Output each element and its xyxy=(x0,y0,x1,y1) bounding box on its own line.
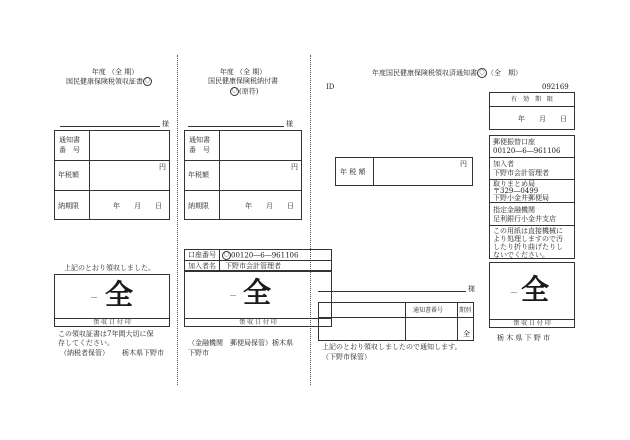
p3-member-value: 下野市会計管理者 xyxy=(493,169,549,177)
p3-stamp-zen: 全 xyxy=(521,273,550,306)
p1-city: 栃木県下野市 xyxy=(122,349,164,357)
p1-stamp-box xyxy=(54,274,170,327)
p3-name-line xyxy=(318,291,466,292)
p2-member-value: 下野市会計管理者 xyxy=(225,262,281,270)
p3-collect-value: 下野小金井郵便局 xyxy=(493,194,549,202)
p2-note-1: （金融機関 郵便局保管）栃木県 xyxy=(188,339,293,347)
p1-yen: 円 xyxy=(159,163,166,171)
p3-valid-label: 有 効 期 限 xyxy=(510,96,553,103)
p2-notice-no-label-a: 通知書 xyxy=(189,136,210,144)
p3-notice-no-label: 通知書番号 xyxy=(413,307,444,314)
p2-circle-mark: 〇 xyxy=(231,88,237,94)
p1-due-label: 納期限 xyxy=(58,202,79,210)
p1-stamp-dash: － xyxy=(90,293,98,302)
p2-stamp-label: 領 収 日 付 印 xyxy=(239,319,277,326)
p2-notice-no-label-b: 番 号 xyxy=(189,146,210,154)
p3-id-label: ID xyxy=(326,83,335,91)
p2-name-line xyxy=(188,126,284,127)
p2-due-label: 納期限 xyxy=(188,202,209,210)
p2-acct-value xyxy=(222,251,298,260)
p1-header-title xyxy=(66,77,152,86)
p3-valid-date: 年 月 日 xyxy=(518,115,567,123)
p3-period-label: 期別 xyxy=(459,307,472,314)
p2-header-year: 年度 （全 期） xyxy=(219,68,267,76)
p2-header-title: 国民健康保険税納付書 xyxy=(208,77,278,85)
p3-stamp-dash: － xyxy=(510,288,518,297)
p3-header xyxy=(372,68,522,78)
p1-note-keeper: （納税者保管） xyxy=(60,349,109,357)
p3-collect-zip: 〒329―0499 xyxy=(493,187,539,195)
p3-machine-4: ないでください。 xyxy=(493,251,549,259)
p2-info-table xyxy=(184,130,302,220)
p3-city: 栃 木 県 下 野 市 xyxy=(497,334,551,342)
p2-yen: 円 xyxy=(291,163,298,171)
p3-validity-box xyxy=(489,92,575,130)
p2-header-orig xyxy=(230,87,258,96)
p1-sama: 様 xyxy=(162,120,169,128)
p2-stamp-dash: － xyxy=(229,291,237,300)
p3-code: 092169 xyxy=(542,83,569,91)
p2-note-2: 下野市 xyxy=(188,349,209,357)
p1-name-line xyxy=(60,126,160,127)
p3-bank-label: 指定金融機関 xyxy=(493,206,535,214)
p3-sama: 様 xyxy=(468,285,475,293)
p2-stamp-zen: 全 xyxy=(243,276,272,309)
p2-acct-circle: 〇 xyxy=(223,252,229,258)
p3-zen: 全 xyxy=(463,330,470,338)
p3-notice-table xyxy=(318,302,474,341)
p1-stamp-label: 領 収 日 付 印 xyxy=(93,319,131,326)
p3-collect-label: 取りまとめ局 xyxy=(493,180,535,188)
p2-acct-number: 00120―6―961106 xyxy=(231,251,299,260)
p2-stamp-box xyxy=(184,271,332,327)
p3-member-label: 加入者 xyxy=(493,160,514,168)
p3-bank-value: 足利銀行小金井支店 xyxy=(493,215,556,223)
p1-header-year: 年度 （全 期） xyxy=(91,68,139,76)
p2-annual-tax-label: 年税額 xyxy=(188,171,209,179)
p1-note-1: この領収証書は7年間大切に保 xyxy=(58,330,154,338)
p3-keeper: （下野市保管） xyxy=(322,353,371,361)
perforation-1 xyxy=(177,55,178,385)
p1-stamp-zen: 全 xyxy=(105,278,134,311)
p3-header-end: （全 期） xyxy=(487,69,522,77)
p2-member-label: 加入者名 xyxy=(188,262,216,270)
p1-info-table xyxy=(54,130,170,220)
p3-furikae-label: 郵便振替口座 xyxy=(493,138,535,146)
p3-info-column xyxy=(489,135,575,259)
p3-machine-2: より処理しますので汚 xyxy=(493,235,563,243)
p3-stamp-box xyxy=(489,262,575,328)
perforation-2 xyxy=(310,55,311,385)
p1-due-date: 年 月 日 xyxy=(113,202,162,210)
p1-circle-mark: 〇 xyxy=(144,78,150,84)
p1-notice-no-label-a: 通知書 xyxy=(59,136,80,144)
p2-acct-label: 口座番号 xyxy=(188,251,216,259)
p2-account-table xyxy=(184,249,332,271)
p2-orig-text: (原符) xyxy=(239,87,259,96)
p3-tax-box xyxy=(335,157,473,186)
p2-sama: 様 xyxy=(286,120,293,128)
p1-annual-tax-label: 年税額 xyxy=(58,171,79,179)
p3-machine-1: この用紙は直接機械に xyxy=(493,227,563,235)
p1-received-text: 上記のとおり領収しました。 xyxy=(64,264,155,272)
p2-due-date: 年 月 日 xyxy=(245,202,294,210)
p3-yen: 円 xyxy=(460,160,467,168)
p3-furikae-value: 00120―6―961106 xyxy=(493,147,561,155)
p3-tax-label: 年 税 額 xyxy=(340,168,366,176)
p1-notice-no-label-b: 番 号 xyxy=(59,146,80,154)
p1-title-text: 国民健康保険税領収証書 xyxy=(66,77,143,86)
p3-circle-mark: 〇 xyxy=(477,68,487,78)
p3-received-text: 上記のとおり領収しましたので通知します。 xyxy=(322,343,462,351)
p3-machine-3: したり折り曲げたりし xyxy=(493,243,563,251)
p3-stamp-label: 領 収 日 付 印 xyxy=(513,320,551,327)
p3-header-text: 年度国民健康保険税領収済通知書 xyxy=(372,69,477,77)
p1-note-2: 存してください。 xyxy=(58,339,114,347)
